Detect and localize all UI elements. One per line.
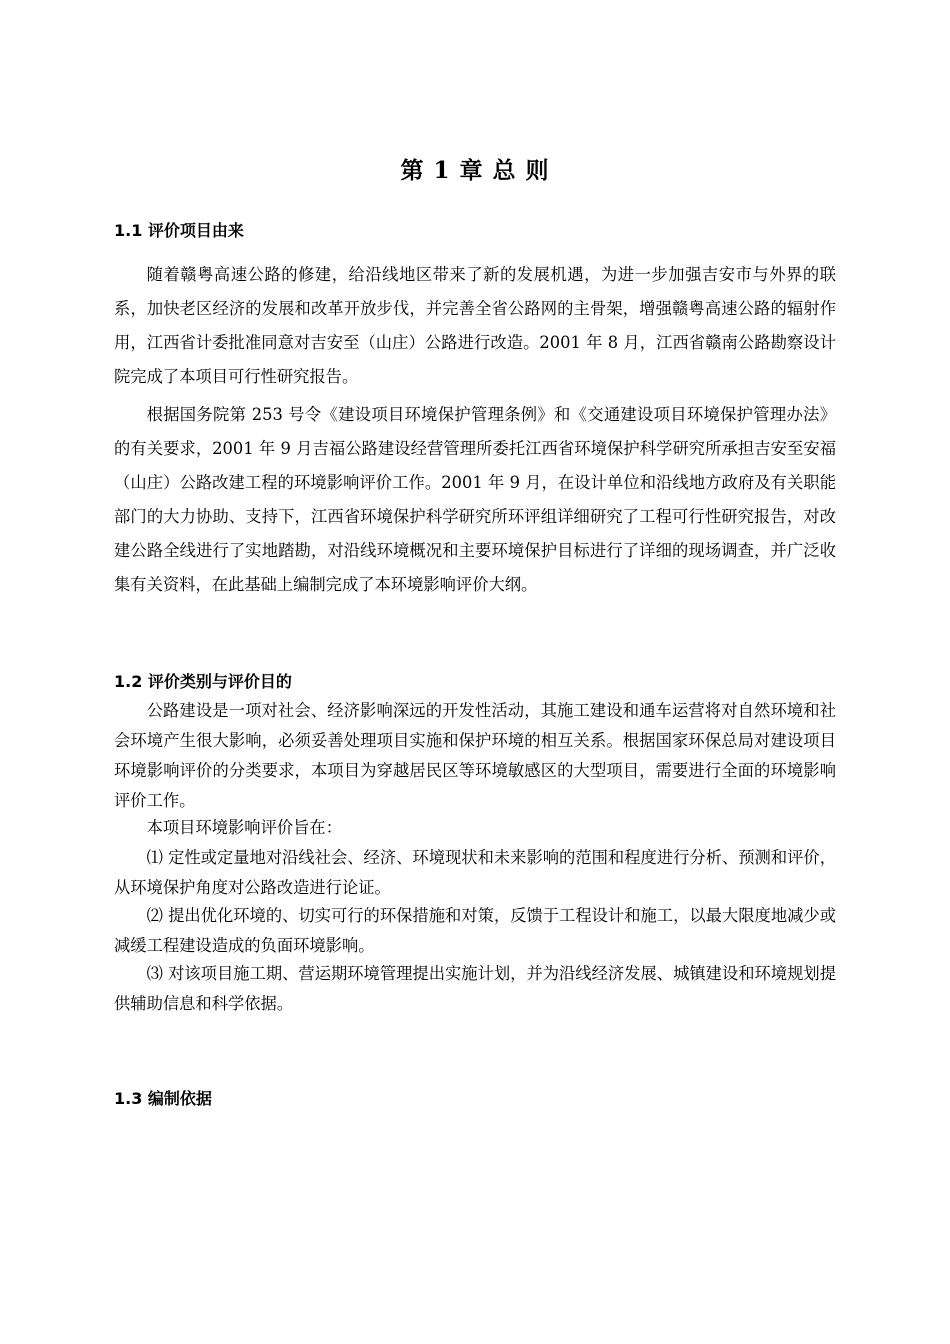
section-heading-1-1: 1.1 评价项目由来 xyxy=(114,221,244,240)
paragraph: 公路建设是一项对社会、经济影响深远的开发性活动，其施工建设和通车运营将对自然环境和社会环境产生很大影响，必须妥善处理项目实施和保护环境的相互关系。根据国家环保总局对建设项目环境影响评价的分类要求，本项目为穿越居民区等环境敏感区的大型项目，需要进行全面的环境影响评价工作。 xyxy=(114,701,836,810)
section-heading-1-2: 1.2 评价类别与评价目的 xyxy=(114,672,292,691)
list-item: ⑴ 定性或定量地对沿线社会、经济、环境现状和未来影响的范围和程度进行分析、预测和评价，从环境保护角度对公路改造进行论证。 xyxy=(114,848,836,897)
list-item: ⑶ 对该项目施工期、营运期环境管理提出实施计划，并为沿线经济发展、城镇建设和环境规划提供辅助信息和科学依据。 xyxy=(114,964,836,1013)
paragraph: 本项目环境影响评价旨在： xyxy=(146,818,342,837)
list-item: ⑵ 提出优化环境的、切实可行的环保措施和对策，反馈于工程设计和施工，以最大限度地减少或减缓工程建设造成的负面环境影响。 xyxy=(114,906,836,955)
paragraph: 根据国务院第 253 号令《建设项目环境保护管理条例》和《交通建设项目环境保护管理办法》的有关要求，2001 年 9 月吉福公路建设经营管理所委托江西省环境保护科学研究所承担吉安至安福（山庄）公路改建工程的环境影响评价工作。2001 年 9 月，在设计单位和沿线地方政府及有关职能部门的大力协助、支持下，江西省环境保护科学研究所环评组详细研究了工程可行性研究报告，对改建公路全线进行了实地踏勘，对沿线环境概况和主要环境保护目标进行了详细的现场调查，并广泛收集有关资料，在此基础上编制完成了本环境影响评价大纲。 xyxy=(114,405,836,594)
paragraph: 随着赣粤高速公路的修建，给沿线地区带来了新的发展机遇，为进一步加强吉安市与外界的联系，加快老区经济的发展和改革开放步伐，并完善全省公路网的主骨架，增强赣粤高速公路的辐射作用，江西省计委批准同意对吉安至（山庄）公路进行改造。2001 年 8 月，江西省赣南公路勘察设计院完成了本项目可行性研究报告。 xyxy=(114,265,836,386)
section-heading-1-3: 1.3 编制依据 xyxy=(114,1089,212,1108)
chapter-title: 第 1 章 总 则 xyxy=(400,157,550,184)
